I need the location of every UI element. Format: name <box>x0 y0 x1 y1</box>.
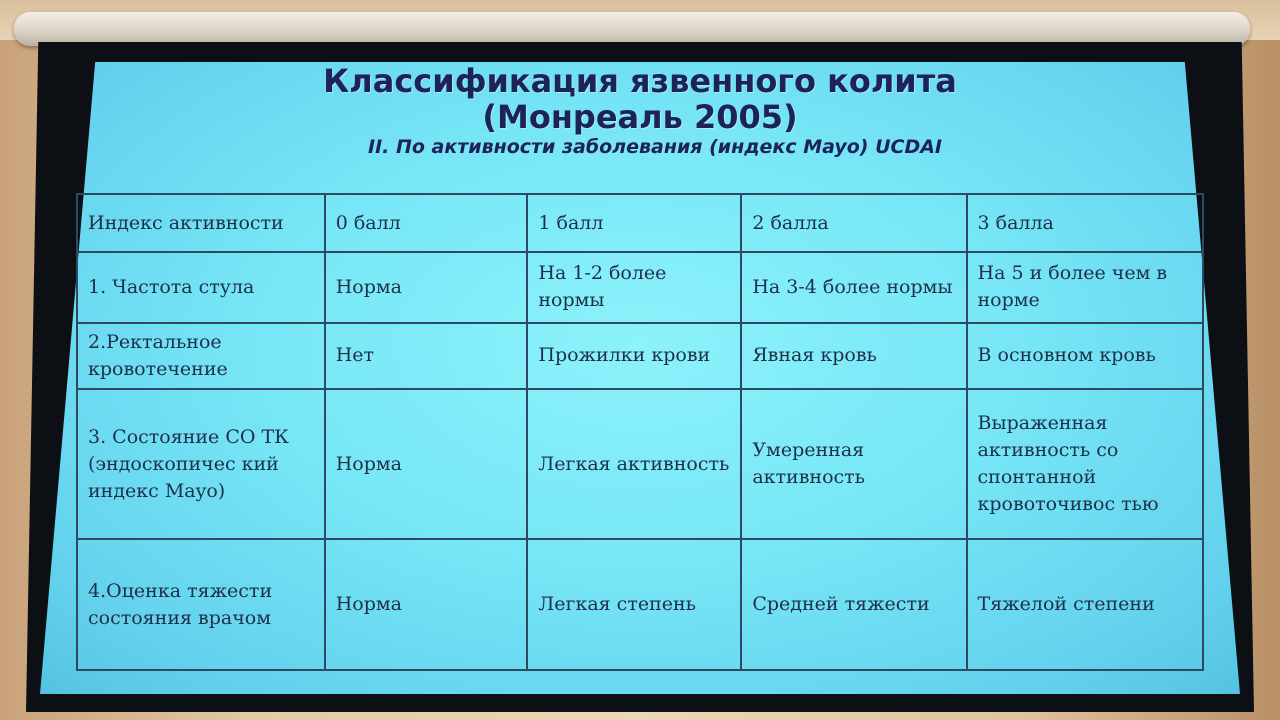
row-label-cell: 4.Оценка тяжести состояния врачом <box>77 539 325 670</box>
table-cell: Прожилки крови <box>527 323 741 389</box>
row-label-cell: 1. Частота стула <box>77 252 325 322</box>
table-cell: На 1-2 более нормы <box>527 252 741 322</box>
mayo-index-table <box>76 193 1204 671</box>
table-cell: Умеренная активность <box>741 389 966 540</box>
projector-screen-case <box>14 12 1250 46</box>
table-cell: Норма <box>325 539 528 670</box>
table-cell: На 3-4 более нормы <box>741 252 966 322</box>
table-cell: Легкая активность <box>527 389 741 540</box>
table-cell: Тяжелой степени <box>967 539 1203 670</box>
table-row <box>77 539 1203 670</box>
table-cell: В основном кровь <box>967 323 1203 389</box>
header-cell: Индекс активности <box>77 194 325 252</box>
table-row <box>77 323 1203 389</box>
table-cell: Легкая степень <box>527 539 741 670</box>
table-cell: Норма <box>325 252 528 322</box>
table-cell: Выраженная активность со спонтанной кровоточивос тью <box>967 389 1203 540</box>
slide-title-line1: Классификация язвенного колита <box>323 62 957 100</box>
row-label-cell: 3. Состояние СО ТК (эндоскопичес кий индекс Mayo) <box>77 389 325 540</box>
table-cell: Нет <box>325 323 528 389</box>
table-row <box>77 252 1203 322</box>
table-header-row <box>77 194 1203 252</box>
table-cell: Норма <box>325 389 528 540</box>
row-label-cell: 2.Ректальное кровотечение <box>77 323 325 389</box>
header-cell: 2 балла <box>741 194 966 252</box>
header-cell: 0 балл <box>325 194 528 252</box>
table-cell: Явная кровь <box>741 323 966 389</box>
table-row <box>77 389 1203 540</box>
table-cell: На 5 и более чем в норме <box>967 252 1203 322</box>
table-cell: Средней тяжести <box>741 539 966 670</box>
slide-title-line2: (Монреаль 2005) <box>482 98 798 136</box>
slide-subtitle: II. По активности заболевания (индекс Mayo) UCDAI <box>368 136 942 158</box>
classification-table <box>76 193 1204 671</box>
header-cell: 1 балл <box>527 194 741 252</box>
header-cell: 3 балла <box>967 194 1203 252</box>
